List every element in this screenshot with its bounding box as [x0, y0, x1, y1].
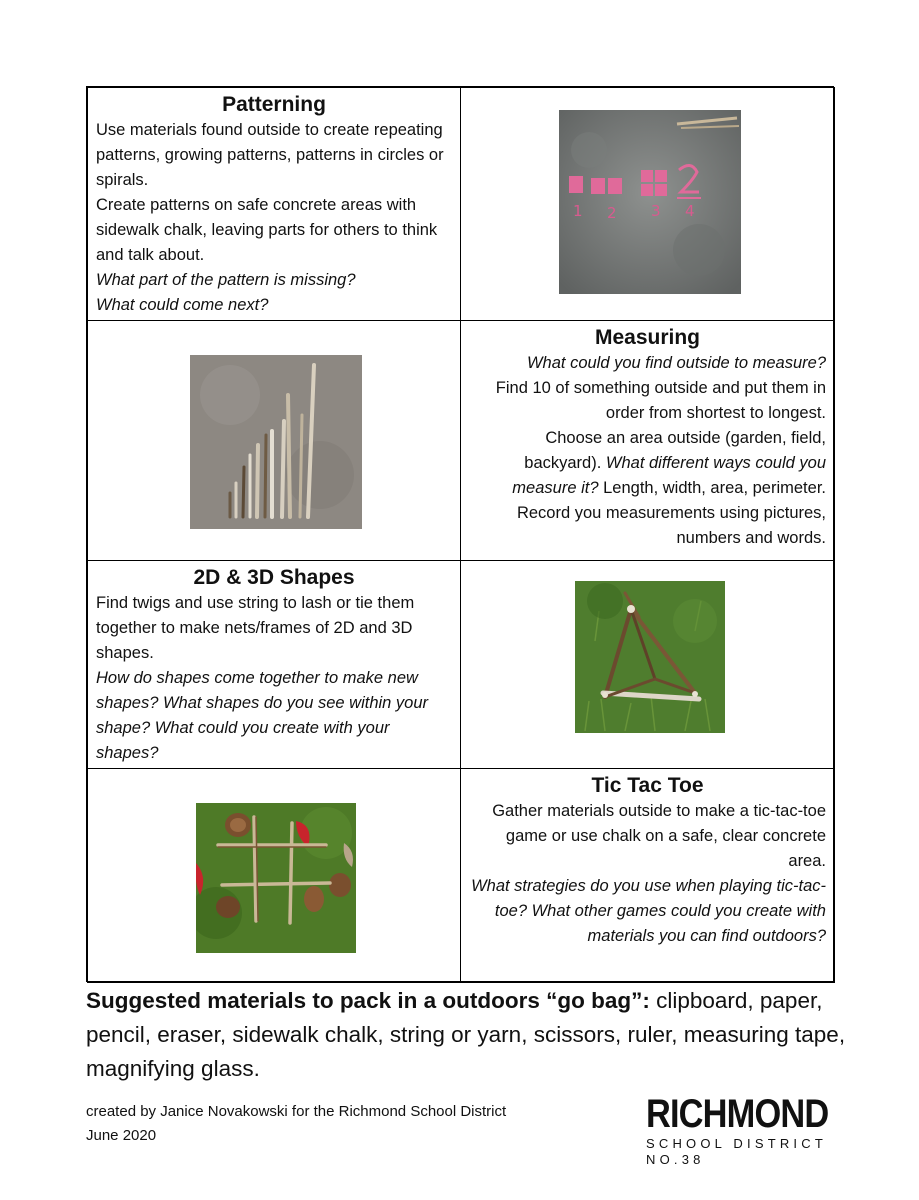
shapes-body — [96, 591, 452, 766]
tictactoe-question-1: What strategies do you use when playing tic-tac-toe? What other games could you create with materials you can find outdoors? — [471, 877, 826, 945]
measuring-question-1: What could you find outside to measure? — [526, 354, 826, 372]
patterning-text-2: Create patterns on safe concrete areas with sidewalk chalk, leaving parts for others to think and talk about. — [96, 196, 438, 264]
measuring-text-1: Find 10 of something outside and put them in order from shortest to longest. — [495, 379, 826, 422]
chalk-number-2: 2 — [607, 204, 617, 222]
patterning-question-1: What part of the pattern is missing? — [96, 271, 356, 289]
activity-grid — [86, 86, 834, 982]
patterning-title: Patterning — [222, 93, 326, 116]
materials-heading: Suggested materials to pack in a outdoors “go bag”: — [86, 988, 650, 1013]
measuring-body — [469, 351, 826, 551]
chalk-number-3: 3 — [651, 202, 661, 220]
measuring-cell — [460, 320, 835, 561]
materials-paragraph — [86, 984, 846, 1086]
sticks-ordered-photo — [190, 355, 362, 529]
patterning-question-2: What could come next? — [96, 296, 269, 314]
patterning-body — [96, 118, 452, 318]
measuring-text-3: Record you measurements using pictures, numbers and words. — [516, 504, 826, 547]
patterning-cell — [87, 87, 461, 321]
credit-line-1: created by Janice Novakowski for the Richmond School District — [86, 1103, 507, 1120]
tictactoe-cell — [460, 768, 835, 983]
measuring-text-2a: Choose an area outside (garden, field, backyard). — [524, 429, 826, 472]
credit-date: June 2020 — [86, 1127, 157, 1144]
chalk-number-1: 1 — [573, 202, 583, 220]
measuring-text-2b: Length, width, area, perimeter. — [603, 479, 826, 497]
shapes-cell — [87, 560, 461, 769]
measuring-question-2: What different ways could you measure it? — [512, 454, 826, 497]
logo-main-text: RICHMOND — [646, 1092, 829, 1136]
measuring-text-2 — [469, 426, 826, 501]
tictactoe-title: Tic Tac Toe — [591, 774, 704, 797]
chalk-pattern-photo — [559, 110, 741, 294]
shapes-photo-cell — [460, 560, 835, 769]
patterning-text-1: Use materials found outside to create repeating patterns, growing patterns, patterns in circles or spirals. — [96, 121, 444, 189]
richmond-logo — [646, 1094, 856, 1168]
tictactoe-photo-cell — [87, 768, 461, 983]
shapes-question-1: How do shapes come together to make new shapes? What shapes do you see within your shape? What could you create with your shapes? — [96, 669, 429, 762]
patterning-photo-cell — [460, 87, 835, 321]
tictactoe-body — [469, 799, 826, 949]
shapes-title: 2D & 3D Shapes — [193, 566, 355, 589]
shapes-text-1: Find twigs and use string to lash or tie them together to make nets/frames of 2D and 3D shapes. — [96, 594, 415, 662]
twig-pyramid-photo — [575, 581, 725, 733]
twig-tictactoe-photo — [196, 803, 356, 953]
materials-list: clipboard, paper, pencil, eraser, sidewalk chalk, string or yarn, scissors, ruler, measuring tape, magnifying glass. — [86, 988, 846, 1081]
chalk-number-4: 4 — [685, 202, 695, 220]
credit — [86, 1100, 506, 1148]
measuring-title: Measuring — [594, 326, 701, 349]
tictactoe-text-1: Gather materials outside to make a tic-tac-toe game or use chalk on a safe, clear concrete area. — [492, 802, 826, 870]
measuring-photo-cell — [87, 320, 461, 561]
logo-sub-text: SCHOOL DISTRICT NO.38 — [646, 1136, 827, 1167]
